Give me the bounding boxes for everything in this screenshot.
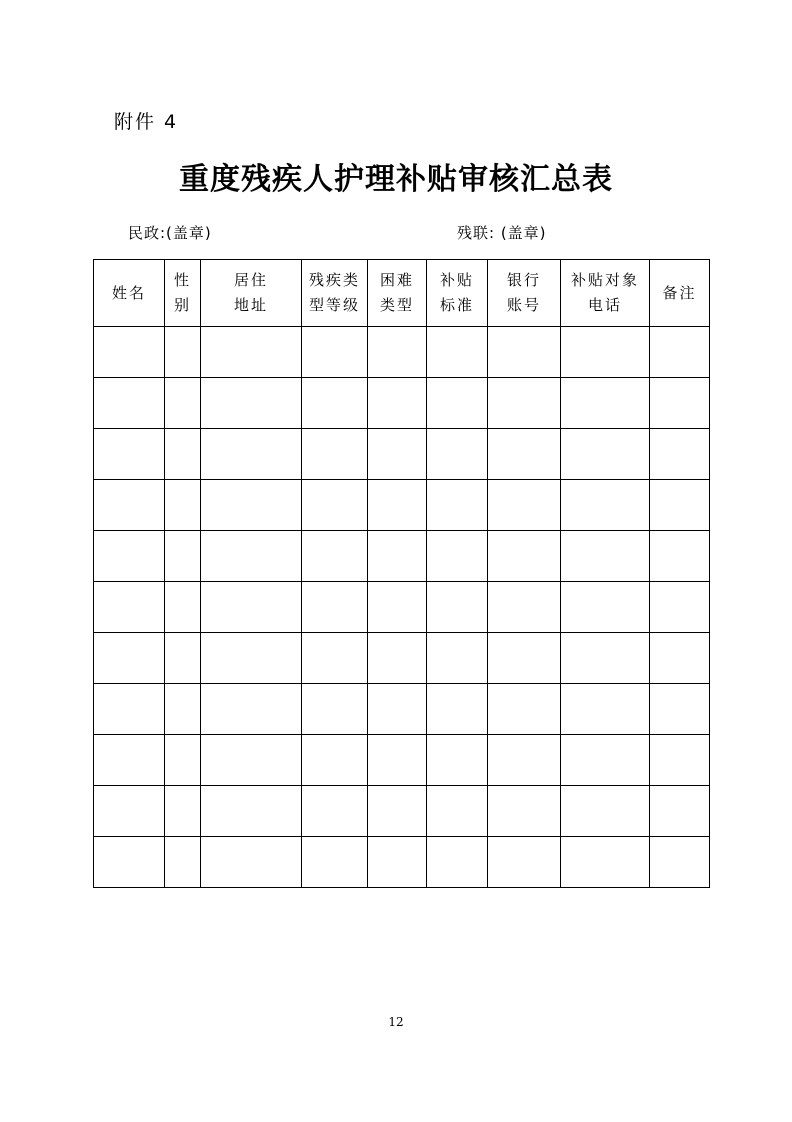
table-cell [165,531,201,582]
header-disability-level [302,260,368,327]
table-cell [201,735,302,786]
table-row [94,429,710,480]
header-row [94,260,710,327]
table-cell [165,786,201,837]
table-cell [94,786,165,837]
table-cell [488,327,561,378]
table-cell [427,480,488,531]
table-cell [94,480,165,531]
header-subsidy-standard [427,260,488,327]
table-cell [201,582,302,633]
table-cell [650,531,710,582]
table-cell [302,480,368,531]
header-line: 残疾类 [308,271,360,289]
table-cell [368,684,427,735]
table-cell [650,735,710,786]
table-cell [650,633,710,684]
header-line: 地址 [233,296,268,314]
table-cell [561,837,650,888]
table-row [94,480,710,531]
table-cell [94,633,165,684]
table-cell [302,837,368,888]
attachment-label: 附件 4 [114,111,179,133]
civil-affairs-seal-label: 民政:(盖章) [128,224,212,242]
table-cell [561,429,650,480]
table-cell [368,735,427,786]
table-cell [165,735,201,786]
table-cell [201,378,302,429]
table-cell [561,378,650,429]
table-cell [650,684,710,735]
header-line: 姓名 [111,283,146,302]
table-cell [94,378,165,429]
table-cell [561,735,650,786]
table-cell [302,531,368,582]
table-cell [201,633,302,684]
table-cell [165,429,201,480]
header-remarks [650,260,710,327]
table-cell [302,633,368,684]
table-cell [94,582,165,633]
table-cell [650,480,710,531]
header-line: 电话 [587,296,622,314]
table-row [94,378,710,429]
table-cell [165,837,201,888]
table-row [94,582,710,633]
header-line: 型等级 [308,296,360,314]
table-cell [201,429,302,480]
table-cell [302,786,368,837]
header-line: 标准 [439,296,474,314]
table-cell [488,480,561,531]
table-cell [165,378,201,429]
table-cell [368,531,427,582]
table-cell [488,735,561,786]
table-cell [368,378,427,429]
page-number: 12 [388,1015,404,1029]
header-line: 类型 [379,296,414,314]
table-cell [165,582,201,633]
table-row [94,684,710,735]
table-cell [368,480,427,531]
table-cell [561,684,650,735]
header-hardship-type [368,260,427,327]
header-line: 困难 [379,271,414,289]
header-name [94,260,165,327]
table-cell [488,582,561,633]
table-cell [94,684,165,735]
table-cell [427,684,488,735]
header-bank-account [488,260,561,327]
table-row [94,531,710,582]
table-cell [94,735,165,786]
table-cell [561,327,650,378]
table-row [94,837,710,888]
table-cell [94,429,165,480]
header-line: 补贴对象 [570,271,639,289]
table-cell [561,531,650,582]
table-cell [201,327,302,378]
table-cell [94,531,165,582]
table-cell [302,582,368,633]
table-cell [561,480,650,531]
table-cell [488,633,561,684]
table-cell [302,735,368,786]
table-cell [165,684,201,735]
table-cell [427,327,488,378]
table-cell [368,786,427,837]
table-row [94,633,710,684]
table-cell [94,837,165,888]
table-cell [488,531,561,582]
table-cell [427,837,488,888]
table-row [94,786,710,837]
table-cell [302,378,368,429]
table-cell [427,429,488,480]
header-line: 别 [173,296,191,314]
header-line: 账号 [506,296,541,314]
table-cell [165,327,201,378]
table-cell [368,837,427,888]
table-cell [561,633,650,684]
table-cell [302,429,368,480]
table-cell [427,582,488,633]
table-cell [650,327,710,378]
table-cell [165,480,201,531]
table-cell [650,378,710,429]
table-cell [488,429,561,480]
table-cell [427,735,488,786]
table-cell [94,327,165,378]
table-cell [561,786,650,837]
table-cell [427,786,488,837]
table-cell [368,582,427,633]
table-cell [488,378,561,429]
table-cell [368,429,427,480]
table-cell [302,327,368,378]
table-cell [302,684,368,735]
document-title: 重度残疾人护理补贴审核汇总表 [179,162,613,197]
table-cell [201,480,302,531]
table-cell [368,327,427,378]
table-cell [650,429,710,480]
table-cell [650,837,710,888]
table-cell [427,378,488,429]
table-cell [488,684,561,735]
header-recipient-phone [561,260,650,327]
table-cell [427,633,488,684]
header-gender [165,260,201,327]
table-cell [427,531,488,582]
table-cell [650,786,710,837]
header-address [201,260,302,327]
table-cell [368,633,427,684]
header-line: 备注 [662,283,697,302]
header-line: 补贴 [439,271,474,289]
disabled-federation-seal-label: 残联: (盖章) [457,224,547,242]
table-row [94,327,710,378]
table-cell [488,837,561,888]
summary-table [93,259,710,888]
table-cell [561,582,650,633]
header-line: 银行 [506,271,541,289]
table-cell [488,786,561,837]
table-cell [201,531,302,582]
table-row [94,735,710,786]
header-line: 性 [173,271,191,289]
table-cell [650,582,710,633]
table-cell [201,786,302,837]
table-cell [165,633,201,684]
table-cell [201,684,302,735]
header-line: 居住 [233,271,268,289]
table-cell [201,837,302,888]
table-body [94,327,710,888]
